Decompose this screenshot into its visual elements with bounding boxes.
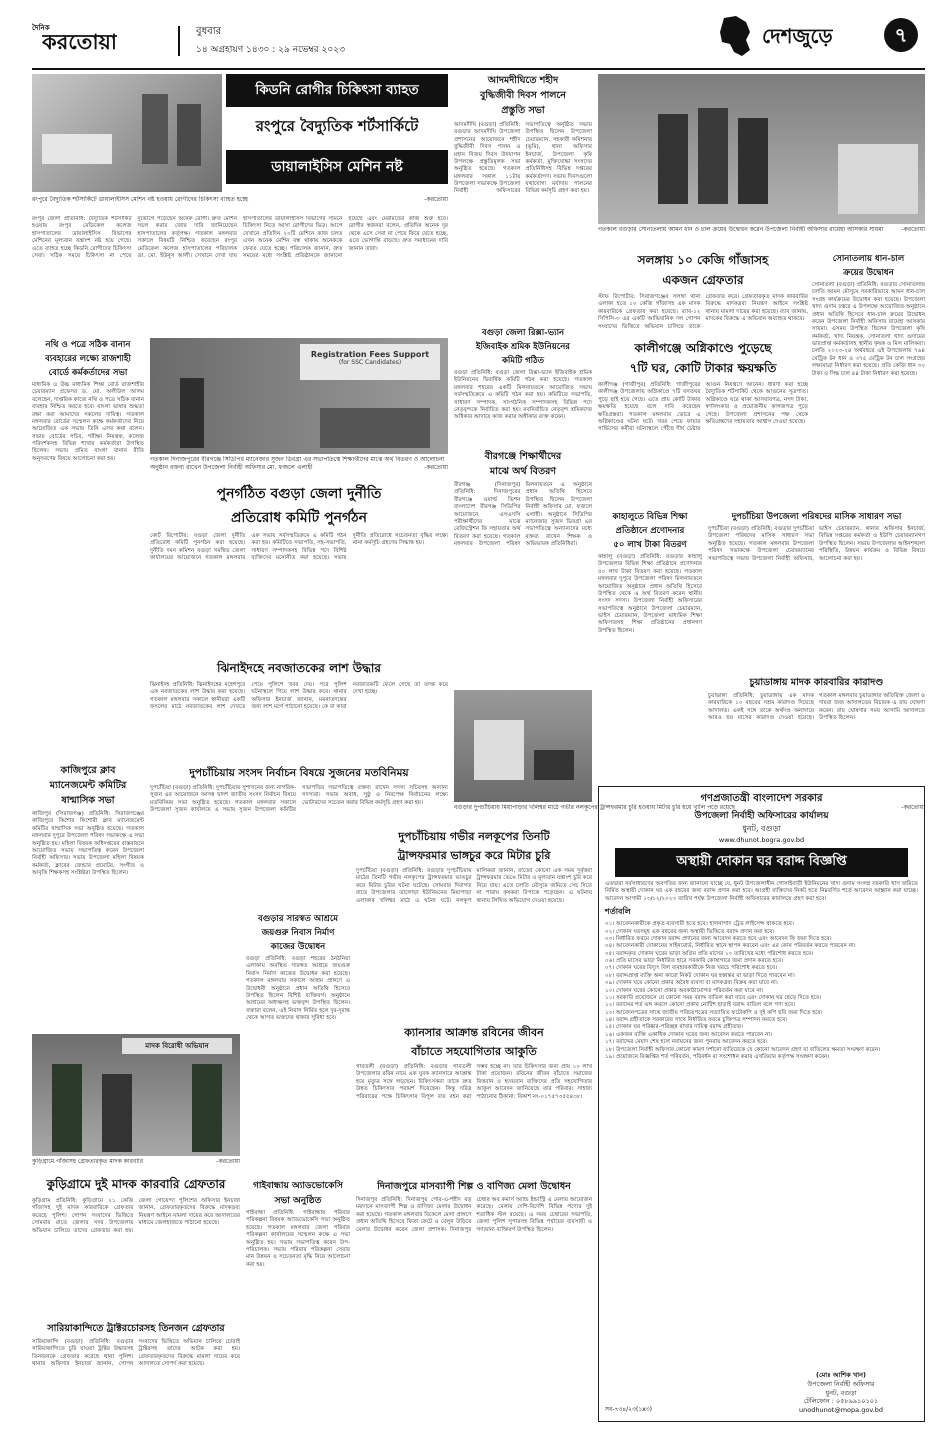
kidney-body: রংপুর জেলা প্রতিনিধি: বৈদ্যুতিক শর্টসার্কিট হওয়ায় রংপুর মেডিকেল কলেজ হাসপাতালের ডায়ালাইসিস বিভাগের মেশিনের মূল্যবান যন্ত্রাংশ নষ্ট হয়ে গেছে। এতে ব্যাহত হচ্ছে কিডনি রোগীদের চিকিৎসা সেবা। সঠিক সময়ে চিকিৎসা না পেয়ে দুর্ভোগে পড়েছেন অনেক রোগী। দ্রুত মেশিন সচল করার জোর দাবি জানিয়েছেন হাসপাতালের কর্তৃপক্ষ। গতকাল মঙ্গলবার সকালে বিষয়টি নিশ্চিত করেছেন রংপুর মেডিকেল কলেজ হাসপাতালের পরিচালক ডা. মো. ইউনুস আলী। সেখানে দেখা যায় হাসপাতালের ডায়ালাইসিস বিভাগের সামনে চিকিৎসা নিতে আসা রোগীদের ভিড়। আগে যেখানে প্রতিদিন ২০টি মেশিনে কাজ চলত এখন অনেক মেশিন বন্ধ থাকায় অনেককে ফেরত যেতে হচ্ছে। পরিচালক জানান, দ্রুত সময়ের মধ্যে সংশ্লিষ্ট প্রতিষ্ঠানকে জানানো হয়েছে এবং মেরামতের কাজ শুরু হবে। রোগীর স্বজনরা বলেন, প্রতিদিন অনেক দূর থেকে এসে সেবা না পেয়ে ফিরে যেতে হচ্ছে, এতে ভোগান্তি বাড়ছে। দ্রুত সমাধানের দাবি জানান তারা। bbox=[32, 216, 448, 259]
notice-signer-place: ধুনট, বগুড়া bbox=[825, 1388, 857, 1397]
kaliganj-headline-1: কালীগঞ্জে অগ্নিকাণ্ডে পুড়েছে bbox=[634, 341, 772, 355]
rickshaw-headline-2: ইজিবাইক শ্রমিক ইউনিয়নের bbox=[476, 342, 570, 352]
cancer-headline-1: ক্যানসার আক্রান্ত রবিনের জীবন bbox=[404, 1026, 544, 1039]
kazipur-headline-1: কাজিপুরে ক্লাব bbox=[60, 765, 116, 776]
chuadanga-article bbox=[708, 676, 925, 780]
gaibandha-headline-1: গাইবান্ধায় অ্যাডভোকেসি bbox=[253, 1181, 343, 1191]
kahalu-body: কাহালু (বগুড়া) প্রতিনিধি: বগুড়ার কাহালু উপজেলার বিভিন্ন শিক্ষা প্রতিষ্ঠানে প্রণোদনার ৫০ লাখ টাকা বিতরণ করা হয়েছে। গতকাল মঙ্গলবার দুপুরে উপজেলা পরিষদ মিলনায়তনে আয়োজিত অনুষ্ঠানে প্রধান অতিথি হিসেবে উপস্থিত থেকে এ অর্থ বিতরণ করেন স্থানীয় সংসদ সদস্য। উপজেলা নির্বাহী অফিসারের সভাপতিত্বে অনুষ্ঠানে উপজেলা চেয়ারম্যান, ভাইস চেয়ারম্যান, উপজেলা মাধ্যমিক শিক্ষা অফিসারসহ শিক্ষা প্রতিষ্ঠানের প্রধানগণ উপস্থিত ছিলেন। bbox=[598, 554, 702, 634]
dupchanchia-sabha-article bbox=[708, 510, 925, 670]
saraswat-headline-3: কাজের উদ্বোধন bbox=[270, 942, 326, 952]
birganj-body: বীরগঞ্জ (দিনাজপুর) প্রতিনিধি: দিনাজপুরের বীরগঞ্জে ওয়ার্ল্ড ভিশন বাংলাদেশ বীরগঞ্জ সিডিপির আয়োজনে এসএসসি পরীক্ষার্থীদের মাঝে রেজিস্ট্রেশন ফি সহায়তার অর্থ বিতরণ করা হয়েছে। গতকাল মঙ্গলবার উপজেলা পরিষদ মিলনায়তনে এ অনুষ্ঠানে প্রধান অতিথি হিসেবে উপস্থিত ছিলেন উপজেলা নির্বাহী অফিসার মো. ফজলে এলাহী। অনুষ্ঠানে সিডিপির ম্যানেজার সুজন ডিবগ্রা এর সভাপতিত্বে অন্যান্যদের মধ্যে বক্তব্য রাখেন শিক্ষক ও অভিভাবক প্রতিনিধিরা। bbox=[454, 482, 592, 547]
notice-condition: ১০। দোকান ঘরের কোনো প্রকার অবকাঠামোগত পরিবর্তন করা যাবে না। bbox=[605, 987, 764, 994]
notice-condition: ০৭। দোকান ঘরের বিদ্যুৎ বিল ব্যবহারকারীকে নিজ খরচে পরিশোধ করতে হবে। bbox=[605, 965, 778, 972]
rajshahi-headline-2: ব্যবহারের লক্ষ্যে রাজশাহী bbox=[45, 354, 131, 364]
masthead-logo-text: করতোয়া bbox=[42, 29, 117, 54]
transformer-headline-1: দুপচাঁচিয়ায় গভীর নলকূপের তিনটি bbox=[398, 830, 550, 843]
masthead-divider bbox=[178, 26, 180, 56]
notice-box bbox=[598, 786, 925, 1422]
notice-condition: ০১। আবেদনকারীকে প্রকৃত ব্যবসায়ী হতে হবে। হালনাগাদ ট্রেড লাইসেন্স থাকতে হবে। bbox=[605, 921, 794, 928]
paddy-photo-caption bbox=[598, 226, 925, 248]
kurigram-caption-text: কুড়িগ্রামে গাঁজাসহ গ্রেফতারকৃত মাদক কারবারি bbox=[32, 1158, 144, 1165]
notice-office: উপজেলা নির্বাহী অফিসারের কার্যালয় bbox=[694, 811, 829, 821]
cancer-body: গাবতলী (বগুড়া) প্রতিনিধি: বগুড়ার গাবতলী উপজেলার রবিন নামে এক যুবক ক্যানসারে আক্রান্ত হয়ে মৃত্যুর সঙ্গে লড়ছেন। চিকিৎসকরা তাকে দ্রুত উন্নত চিকিৎসার পরামর্শ দিয়েছেন। কিন্তু দরিদ্র পরিবারের পক্ষে চিকিৎসার বিপুল ব্যয় বহন করা সম্ভব হচ্ছে না। তার চিকিৎসার জন্য প্রায় ১০ লাখ টাকা প্রয়োজন। রবিনের জীবন বাঁচাতে সমাজের বিত্তবান ও হৃদয়বান ব্যক্তিদের প্রতি সহযোগিতার আকুল আবেদন জানিয়েছে তার পরিবার। সাহায্য পাঠানোর ঠিকানা: বিকাশ নং-০১৭৫৭৩৫৫৪৩৮। bbox=[356, 1064, 592, 1100]
rickshaw-article bbox=[454, 326, 592, 446]
registration-photo bbox=[150, 338, 448, 454]
ganja-headline-1: সলঙ্গায় ১০ কেজি গাঁজাসহ bbox=[637, 253, 769, 267]
shahid-headline-1: আদমদীঘিতে শহীদ bbox=[487, 75, 559, 86]
sujon-body: দুপচাঁচিয়া (বগুড়া) প্রতিনিধি: দুপচাঁচিয়ায় সুশাসনের জন্য নাগরিক-সুজন এর আয়োজনে আসন্ন দ্বাদশ জাতীয় সংসদ নির্বাচন বিষয়ে মতবিনিময় সভা অনুষ্ঠিত হয়েছে। গতকাল মঙ্গলবার সকালে উপজেলা সুজন কার্যালয়ে এ সভায় সুজন উপজেলা কমিটির সভাপতির সভাপতিত্বে বক্তব্য রাখেন সদস্য সচিবসহ অন্যান্য সদস্যরা। সভায় অবাধ, সুষ্ঠু ও নিরপেক্ষ নির্বাচনের লক্ষ্যে ভোটারদের সচেতন করার বিভিন্ন কর্মসূচি গ্রহণ করা হয়। bbox=[150, 785, 448, 814]
kurigram-body: কুড়িগ্রাম প্রতিনিধি: কুড়িগ্রামে ২১ কেজি গাঁজাসহ দুই মাদক কারবারিকে গ্রেফতার করেছে পুলিশ। গোপন সংবাদের ভিত্তিতে সোমবার রাতে জেলার সদর উপজেলায় অভিযান চালিয়ে তাদের গ্রেফতার করা হয়। জেলা গোয়েন্দা পুলিশের অফিসার ইনচার্জ জানান, গ্রেফতারকৃতদের বিরুদ্ধে মাদকদ্রব্য নিয়ন্ত্রণ আইনে মামলা দায়ের করে আদালতের মাধ্যমে জেলহাজতে পাঠানো হয়েছে। bbox=[32, 1198, 240, 1234]
kidney-headline-2: রংপুরে বৈদ্যুতিক শর্টসার্কিটে bbox=[255, 117, 419, 135]
notice-condition: ০৪। আবেদনকারী দোকানের সাইনবোর্ড, নির্ধারিত স্থানে স্থাপন করবেন এবং এর কোন পরিবর্তন করতে পারবেন না। bbox=[605, 943, 856, 950]
notice-condition: ১৯। প্রয়োজনে বিজ্ঞপ্তির শর্ত পরিবর্তন, পরিবর্ধন বা সংশোধন করার এখতিয়ার কর্তৃপক্ষ সংরক্ষণ করেন। bbox=[605, 1053, 830, 1060]
ganja-headline-2: একজন গ্রেফতার bbox=[662, 273, 744, 287]
notice-signer-title: উপজেলা নির্বাহী অফিসার bbox=[807, 1379, 875, 1388]
page-number: ৭ bbox=[884, 18, 918, 52]
dinajpur-body: দিনাজপুর প্রতিনিধি: দিনাজপুর গোর-এ-শহীদ বড় ময়দানে মাসব্যাপী শিল্প ও বাণিজ্য মেলার উদ্বোধন করা হয়েছে। গতকাল মঙ্গলবার বিকেলে মেলা প্রাঙ্গণে প্রধান অতিথি হিসেবে ফিতা কেটে ও বেলুন উড়িয়ে মেলার উদ্বোধন করেন জেলা প্রশাসক। দিনাজপুর চেম্বার অব কমার্স অ্যান্ড ইন্ডাস্ট্রি এ মেলার আয়োজন করেছে। মেলায় দেশি-বিদেশি বিভিন্ন পণ্যের দুই শতাধিক স্টল রয়েছে। এ সময় চেম্বারের সভাপতি, জেলা পুলিশ সুপারসহ বিভিন্ন পর্যায়ের ব্যবসায়ী ও গণ্যমান্য ব্যক্তিবর্গ উপস্থিত ছিলেন। bbox=[356, 1197, 592, 1233]
dhan-headline-1: সোনাতলায় ধান-চাল bbox=[832, 254, 905, 264]
kurigram-sign: মাদক বিরোধী অভিযান bbox=[122, 1038, 232, 1054]
jhenaidah-headline: ঝিনাইদহে নবজাতকের লাশ উদ্ধার bbox=[217, 661, 381, 675]
kurigram-photo-caption bbox=[32, 1158, 240, 1172]
kaliganj-body: কালীগঞ্জ (গাজীপুর) প্রতিনিধি: গাজীপুরের কালীগঞ্জ উপজেলায় অগ্নিকাণ্ডে ৭টি বসতঘর পুড়ে ছাই হয়ে গেছে। এতে প্রায় কোটি টাকার ক্ষয়ক্ষতি হয়েছে বলে দাবি করেছেন ক্ষতিগ্রস্তরা। গতকাল মঙ্গলবার ভোরে এ অগ্নিকাণ্ডের ঘটনা ঘটে। খবর পেয়ে ফায়ার সার্ভিসের কর্মীরা ঘটনাস্থলে পৌঁছে দীর্ঘ চেষ্টায় আগুন নিয়ন্ত্রণে আনেন। ধারণা করা হচ্ছে বৈদ্যুতিক শর্টসার্কিট থেকে আগুনের সূত্রপাত। অগ্নিকাণ্ডে ঘরে থাকা আসবাবপত্র, নগদ টাকা, স্বর্ণালংকার ও প্রয়োজনীয় কাগজপত্র পুড়ে গেছে। উপজেলা প্রশাসনের পক্ষ থেকে ক্ষতিগ্রস্তদের সহায়তার আশ্বাস দেওয়া হয়েছে। bbox=[598, 382, 808, 433]
notice-condition: ১৫। দোকান ঘর পরিষ্কার-পরিচ্ছন্ন রাখার দায়িত্ব বরাদ্দ গ্রহীতার। bbox=[605, 1024, 743, 1031]
saraswat-headline-2: জয়গুরু নিবাস নির্মাণ bbox=[261, 928, 335, 938]
chuadanga-body: চুয়াডাঙ্গা প্রতিনিধি: চুয়াডাঙ্গায় এক মাদক কারবারিকে ১০ বছরের সশ্রম কারাদণ্ড দিয়েছে আদালত। একই সঙ্গে তাকে অর্থদণ্ড অনাদায়ে আরও ছয় মাসের কারাদণ্ড দেওয়া হয়েছে। গতকাল মঙ্গলবার চুয়াডাঙ্গার অতিরিক্ত জেলা ও দায়রা জজ আদালতের বিচারক এ রায় ঘোষণা করেন। রায় ঘোষণার সময় আসামি আদালতে উপস্থিত ছিলেন। bbox=[708, 693, 925, 722]
masthead-date: ১৪ অগ্রহায়ণ ১৪৩০ : ২৯ নভেম্বর ২০২৩ bbox=[196, 45, 345, 55]
kahalu-headline-3: ৫০ লাখ টাকা বিতরণ bbox=[613, 540, 687, 550]
notice-signer-phone: টেলিফোন : ০৫৮৯৯১০১০১ bbox=[803, 1397, 879, 1406]
registration-banner-sub: (for SSC Candidates) bbox=[338, 359, 402, 366]
kahalu-headline-2: প্রতিষ্ঠানে প্রণোদনার bbox=[615, 526, 685, 536]
kidney-headline bbox=[226, 74, 448, 196]
paddy-caption-credit: -করতোয়া bbox=[901, 226, 925, 233]
gaibandha-headline-2: সভা অনুষ্ঠিত bbox=[274, 1196, 322, 1206]
saraswat-body: বগুড়া প্রতিনিধি: বগুড়া শহরের ঠনঠনিয়া এলাকায় অবস্থিত সারস্বত আশ্রমে জয়গুরু নিবাস নির্মাণ কাজের উদ্বোধন করা হয়েছে। গতকাল মঙ্গলবার সকালে আশ্রম প্রাঙ্গণে এ উদ্বোধনী অনুষ্ঠানে প্রধান অতিথি হিসেবে উপস্থিত ছিলেন বিশিষ্ট ব্যক্তিবর্গ। অনুষ্ঠানে আশ্রমের অধ্যক্ষসহ ভক্তবৃন্দ উপস্থিত ছিলেন। বক্তারা বলেন, এই নিবাস নির্মিত হলে দূর-দূরান্ত থেকে আগত ভক্তদের থাকার সুবিধা হবে। bbox=[246, 956, 350, 1021]
saraswat-headline-1: বগুড়ার সারস্বত আশ্রমে bbox=[258, 914, 338, 924]
ganja-article bbox=[598, 252, 808, 336]
rajshahi-body: মাধ্যমিক ও উচ্চ মাধ্যমিক শিক্ষা বোর্ড রাজশাহীর চেয়ারম্যান প্রফেসর ড. মো. অলীউল আলম বলেছেন, দাপ্তরিক কাজে নথি ও পত্রে সঠিক বানান ব্যবহার নিশ্চিত করতে হবে। বাংলা ভাষার শুদ্ধতা রক্ষা করা আমাদের সকলের দায়িত্ব। গতকাল মঙ্গলবার বোর্ডের সম্মেলন কক্ষে কর্মকর্তাদের নিয়ে আয়োজিত এক সভায় তিনি এসব কথা বলেন। সভায় বোর্ডের সচিব, পরীক্ষা নিয়ন্ত্রক, কলেজ পরিদর্শকসহ বিভিন্ন শাখার কর্মকর্তারা উপস্থিত ছিলেন। সভায় প্রমিত বাংলা বানান রীতি অনুসরণের বিষয়ে আলোচনা করা হয়। bbox=[32, 382, 144, 462]
notice-condition: ০৬। প্রতি মাসের ভাড়া নির্ধারিত হারে সরকারি কোষাগারে জমা প্রদান করতে হবে। bbox=[605, 958, 784, 964]
notice-condition: ০৩। নির্ধারিত ফরমে দোকান বরাদ্দ প্রদানের জন্য আবেদন করতে হবে এবং আবেদন ফি জমা দিতে হবে। bbox=[605, 935, 832, 942]
shahid-headline-2: বুদ্ধিজীবী দিবস পালনে bbox=[480, 90, 566, 101]
kazipur-article bbox=[32, 764, 144, 1028]
notice-condition: ১৭। বরাদ্দের মেয়াদ শেষ হলে নবায়নের জন্য পুনরায় আবেদন করতে হবে। bbox=[605, 1039, 768, 1046]
rajshahi-article bbox=[32, 338, 144, 758]
shahid-headline-3: প্রস্তুতি সভা bbox=[501, 105, 545, 116]
rickshaw-headline-3: কমিটি গঠিত bbox=[501, 356, 545, 366]
sariakandi-body: সারিয়াকান্দি (বগুড়া) প্রতিনিধি: বগুড়ার সারিয়াকান্দিতে চুরি যাওয়া ট্রাক্টর উদ্ধারসহ তিনজনকে গ্রেফতার করেছে থানা পুলিশ। থানার অফিসার ইনচার্জ জানান, গোপন সংবাদের ভিত্তিতে অভিযান চালিয়ে চোরাই ট্রাক্টরসহ তাদের আটক করা হয়। গ্রেফতারকৃতদের বিরুদ্ধে মামলা দায়ের করে আদালতে সোপর্দ করা হয়েছে। bbox=[32, 1339, 240, 1368]
notice-web: www.dhunot.bogra.gov.bd bbox=[718, 836, 805, 844]
registration-caption-credit: -করতোয়া bbox=[424, 463, 448, 471]
masthead-rule bbox=[32, 68, 925, 70]
shahid-body: আদমদীঘি (বগুড়া) প্রতিনিধি: বগুড়ার আদমদীঘি উপজেলা প্রশাসনের আয়োজনে শহীদ বুদ্ধিজীবী দিবস পালন ও মহান বিজয় দিবস উদযাপন উপলক্ষে প্রস্তুতিমূলক সভা অনুষ্ঠিত হয়েছে। গতকাল মঙ্গলবার সকাল ১১টায় উপজেলা সভাকক্ষে উপজেলা নির্বাহী অফিসারের সভাপতিত্বে অনুষ্ঠিত সভায় উপস্থিত ছিলেন উপজেলা চেয়ারম্যান, সহকারী কমিশনার (ভূমি), থানা অফিসার ইনচার্জ, উপজেলা কৃষি কর্মকর্তা, মুক্তিযোদ্ধা সংসদের প্রতিনিধিসহ বিভিন্ন দপ্তরের কর্মকর্তাগণ। সভায় দিবসগুলো যথাযোগ্য মর্যাদায় পালনের বিভিন্ন কর্মসূচি গ্রহণ করা হয়। bbox=[454, 122, 592, 195]
masthead-logo bbox=[32, 22, 164, 56]
birganj-headline-1: বীরগঞ্জে শিক্ষার্থীদের bbox=[484, 451, 562, 462]
notice-condition: ১৩। আবেদনপত্রের সাথে জাতীয় পরিচয়পত্রের সত্যায়িত ফটোকপি ও দুই কপি ছবি জমা দিতে হবে। bbox=[605, 1009, 823, 1016]
rajshahi-headline-3: বোর্ডে কর্মকর্তাদের সভা bbox=[48, 368, 128, 378]
birganj-headline-2: মাঝে অর্থ বিতরণ bbox=[489, 466, 557, 477]
notice-signature bbox=[766, 1371, 916, 1415]
notice-conditions-title: শর্তাবলি bbox=[605, 906, 631, 917]
sariakandi-article bbox=[32, 1322, 240, 1422]
gaibandha-article bbox=[246, 1178, 350, 1422]
durniti-article bbox=[150, 482, 448, 652]
notice-conditions bbox=[605, 921, 918, 1061]
section-badge bbox=[716, 14, 926, 56]
saraswat-article bbox=[246, 912, 350, 1172]
paddy-caption-text: গতকাল বগুড়ার সোনাতলায় আমন ধান ও চাল ক্রয়ের উদ্বোধন করেন উপজেলা নির্বাহী অফিসার রায়েহা আসকার সায়মা bbox=[598, 226, 884, 233]
rickshaw-body: বগুড়া প্রতিনিধি: বগুড়া জেলা রিক্সা-ভ্যান ইজিবাইক শ্রমিক ইউনিয়নের দ্বিবার্ষিক কমিটি গঠন করা হয়েছে। গতকাল মঙ্গলবার শহরের একটি মিলনায়তনে আয়োজিত সভায় সর্বসম্মতিক্রমে এ কমিটি গঠন করা হয়। কমিটিতে সভাপতি, সাধারণ সম্পাদক, সাংগঠনিক সম্পাদকসহ বিভিন্ন পদে নেতৃবৃন্দকে নির্বাচিত করা হয়। নবনির্বাচিত নেতৃবৃন্দ শ্রমিকদের অধিকার আদায়ে কাজ করার অঙ্গীকার ব্যক্ত করেন। bbox=[454, 370, 592, 421]
transformer-body: দুপচাঁচিয়া (বগুড়া) প্রতিনিধি: বগুড়ার দুপচাঁচিয়ায় মাঠের তিনটি গভীর নলকূপের ট্রান্সফরমার ভাঙচুর করে মিটার চুরির ঘটনা ঘটেছে। সোমবার দিবাগত রাতে উপজেলার তালোড়া ইউনিয়নের মিয়াপাড়া এলাকার খলিশ্বর মাঠে এ ঘটনা ঘটে। নলকূপ মালিকরা জানান, রাতের কোনো এক সময় দুর্বৃত্তরা ট্রান্সফরমার ভেঙে মিটার ও মূল্যবান যন্ত্রাংশ চুরি করে নিয়ে যায়। এতে চলতি মৌসুমে জমিতে সেচ দিতে না পারায় কৃষকরা বিপাকে পড়েছেন। এ ঘটনায় থানায় লিখিত অভিযোগ দেওয়া হয়েছে। bbox=[356, 868, 592, 904]
transformer-caption-text: বগুড়ার দুপচাঁচিয়ায় মিয়াপাড়ার খলিশ্বর মাঠে গভীর নলকূপের ট্রান্সফরমার চুরি হওয়ায় মিটার চুরি হয়ে খালি পড়ে রয়েছে bbox=[454, 804, 736, 811]
notice-signer-email: unodhunot@mopa.gov.bd bbox=[799, 1406, 883, 1415]
kazipur-headline-2: ম্যানেজমেন্ট কমিটির bbox=[49, 780, 127, 791]
sujon-headline: দুপচাঁচিয়ায় সংসদ নির্বাচন বিষয়ে সুজনের মতবিনিময় bbox=[189, 767, 409, 779]
dinajpur-headline: দিনাজপুরে মাসব্যাপী শিল্প ও বাণিজ্য মেলা উদ্বোধন bbox=[377, 1181, 571, 1192]
kurigram-caption-credit: -করতোয়া bbox=[216, 1158, 240, 1165]
notice-condition: ০৯। দোকান ঘরে কোনো প্রকার অবৈধ ব্যবসা বা মাদকদ্রব্য বিক্রয় করা যাবে না। bbox=[605, 980, 778, 987]
masthead bbox=[0, 0, 945, 68]
sariakandi-headline: সারিয়াকান্দিতে ট্রাক্টরচোরসহ তিনজন গ্রেফতার bbox=[47, 1323, 225, 1334]
birganj-article bbox=[454, 450, 592, 646]
transformer-photo bbox=[454, 690, 592, 802]
durniti-headline-2: প্রতিরোধ কমিটি পুনর্গঠন bbox=[230, 510, 368, 526]
kidney-headline-1: কিডনি রোগীর চিকিৎসা ব্যাহত bbox=[226, 74, 448, 107]
notice-title: অস্থায়ী দোকান ঘর বরাদ্দ বিজ্ঞপ্তি bbox=[615, 848, 908, 877]
registration-banner bbox=[300, 344, 440, 380]
kurigram-headline: কুড়িগ্রামে দুই মাদক কারবারি গ্রেফতার bbox=[46, 1177, 226, 1191]
rickshaw-headline-1: বগুড়া জেলা রিক্সা-ভ্যান bbox=[481, 328, 565, 338]
notice-condition: ১৮। উপজেলা নির্বাহী অফিসার কোনো কারণ দর্শানো ব্যতিরেকে যে কোনো আবেদন গ্রহণ বা বাতিলের ক্ষমতা সংরক্ষণ করেন। bbox=[605, 1046, 881, 1053]
registration-banner-title: Registration Fees Support bbox=[310, 350, 430, 359]
dialysis-photo-caption bbox=[32, 196, 448, 214]
notice-intro: এতদ্বারা সর্বসাধারণের অবগতির জন্য জানানো যাচ্ছে যে, ধুনট উপজেলাধীন গোসাইবাড়ী ইউনিয়নের খাদ্য গুদাম সংলগ্ন সরকারি খাস জমিতে নির্মিত অস্থায়ী দোকান ঘর এক বছরের জন্য বরাদ্দ প্রদান করা হবে। আগ্রহী ব্যক্তিদের নিকট হতে নিম্নবর্ণিত শর্তে আবেদন আহ্বান করা যাচ্ছে। আবেদন আগামী ১৩/১২/২০২৩ তারিখ পর্যন্ত উপজেলা নির্বাহী অফিসারের কার্যালয়ে গ্রহণ করা হবে। bbox=[605, 881, 918, 902]
kaliganj-headline-2: ৭টি ঘর, কোটি টাকার ক্ষয়ক্ষতি bbox=[629, 361, 777, 375]
kurigram-article bbox=[32, 1176, 240, 1318]
registration-photo-caption bbox=[150, 456, 448, 478]
notice-place: ধুনট, বগুড়া bbox=[742, 824, 781, 833]
registration-caption-text: গতকাল দিনাজপুরের বীরগঞ্জে সিডিপির ম্যানেজার সুজন ডিবগ্রা এর সভাপতিত্বে শিক্ষার্থীদের মাঝে অর্থ বিতরণ ও আলোচনা অনুষ্ঠান বক্তব্য রাখেন উপজেলা নির্বাহী অফিসার মো. ফজলে এলাহী bbox=[150, 456, 445, 471]
kahalu-headline-1: কাহালুতে বিভিন্ন শিক্ষা bbox=[612, 512, 688, 522]
notice-condition: ১৪। বরাদ্দ গ্রহীতাকে সরকারের সাথে নির্ধারিত ফরমে চুক্তিপত্র সম্পাদন করতে হবে। bbox=[605, 1017, 788, 1023]
kazipur-headline-3: ষান্মাসিক সভা bbox=[61, 795, 115, 806]
ganja-body: স্টাফ রিপোর্টার: সিরাজগঞ্জের সলঙ্গা থানা এলাকা হতে ১০ কেজি গাঁজাসহ এক মাদক কারবারিকে গ্রেফতার করা হয়েছে। র‌্যাব-১২ সিপিসি-৩ এর একটি আভিযানিক দল গোপন সংবাদের ভিত্তিতে অভিযান চালিয়ে তাকে গ্রেফতার করে। গ্রেফতারকৃত মাদক কারবারির বিরুদ্ধে মাদকদ্রব্য নিয়ন্ত্রণ আইনে সংশ্লিষ্ট থানায় মামলা দায়ের করা হয়েছে। র‌্যাব জানায়, মাদকের বিরুদ্ধে এ অভিযান অব্যাহত থাকবে। bbox=[598, 294, 808, 330]
notice-signer-name: (মোঃ আশিক খান) bbox=[816, 1371, 866, 1380]
masthead-logo-small: দৈনিক bbox=[32, 24, 50, 32]
section-title: দেশজুড়ে bbox=[762, 24, 833, 48]
durniti-headline-1: পুনর্গঠিত বগুড়া জেলা দুর্নীতি bbox=[216, 486, 382, 502]
paddy-opening-photo bbox=[598, 74, 925, 224]
bangladesh-map-icon bbox=[716, 14, 756, 56]
durniti-body: কোর্ট রিপোর্টার: বগুড়া জেলা দুর্নীতি প্রতিরোধ কমিটি পুনর্গঠন করা হয়েছে। দুর্নীতি দমন কমিশন বগুড়া সমন্বিত জেলা কার্যালয়ের আয়োজনে গতকাল মঙ্গলবার এক সভায় সর্বসম্মতিক্রমে এ কমিটি গঠন করা হয়। কমিটিতে সভাপতি, সহ-সভাপতি, সাধারণ সম্পাদকসহ বিভিন্ন পদে বিশিষ্ট ব্যক্তিদের মনোনীত করা হয়েছে। সভায় দুর্নীতি প্রতিরোধে সচেতনতা বৃদ্ধির লক্ষ্যে নানা কর্মসূচি গ্রহণের সিদ্ধান্ত হয়। bbox=[150, 533, 448, 562]
notice-condition: ০৮। বরাদ্দপ্রাপ্ত ব্যক্তি অন্য কারো নিকট দোকান ঘর হস্তান্তর বা ভাড়া দিতে পারবেন না। bbox=[605, 972, 795, 979]
shahid-article bbox=[454, 74, 592, 322]
dinajpur-article bbox=[356, 1180, 592, 1422]
chuadanga-headline: চুয়াডাঙ্গায় মাদক কারবারির কারাদণ্ড bbox=[749, 677, 884, 688]
dhan-headline-2: ক্রয়ের উদ্বোধন bbox=[843, 268, 894, 278]
dialysis-caption-text: রংপুরে বৈদ্যুতিক শর্টসার্কিটে ডায়ালাইসিস মেশিন নষ্ট হওয়ায় রোগীদের চিকিৎসা ব্যাহত হচ্ছে bbox=[32, 196, 248, 203]
dhan-body: সোনাতলা (বগুড়া) প্রতিনিধি: বগুড়ার সোনাতলায় চলতি আমন মৌসুমে সরকারিভাবে আমন ধান-চাল সংগ্রহ কার্যক্রমের উদ্বোধন করা হয়েছে। উপজেলা খাদ্য গুদাম চত্বরে এ উপলক্ষে আয়োজিত অনুষ্ঠানে প্রধান অতিথি হিসেবে ধান-চাল ক্রয়ের উদ্বোধন করেন উপজেলা নির্বাহী অফিসার রায়েহা আসকার সায়মা। এসময় উপস্থিত ছিলেন উপজেলা কৃষি কর্মকর্তা, খাদ্য নিয়ন্ত্রক, সোনাতলা খাদ্য গুদামের ভারপ্রাপ্ত কর্মকর্তাসহ স্থানীয় কৃষক ও মিল মালিকরা। চলতি ২০২৩-২৪ অর্থবছরে এই উপজেলায় ৭৬৪ মেট্রিক টন ধান ও ৩৭৫ মেট্রিক টন চাল সংগ্রহের লক্ষ্যমাত্রা নির্ধারণ করা হয়েছে। প্রতি কেজি ধান ৩০ টাকা ও সিদ্ধ চাল ৪৪ টাকা নির্ধারণ করা হয়েছে। bbox=[812, 282, 925, 377]
kaliganj-article bbox=[598, 340, 808, 506]
dialysis-photo bbox=[32, 74, 222, 192]
kurigram-photo bbox=[32, 1034, 240, 1156]
rajshahi-headline-1: নথি ও পত্রে সঠিক বানান bbox=[45, 340, 131, 350]
transformer-caption-credit: -করতোয়া bbox=[901, 804, 925, 811]
dupchanchia-sabha-body: দুপচাঁচিয়া (বগুড়া) প্রতিনিধি: বগুড়ার দুপচাঁচিয়া উপজেলা পরিষদের মাসিক সাধারণ সভা অনুষ্ঠিত হয়েছে। গতকাল মঙ্গলবার উপজেলা পরিষদ সভাকক্ষে উপজেলা চেয়ারম্যানের সভাপতিত্বে সভায় উপজেলা নির্বাহী অফিসার, ভাইস চেয়ারম্যান, থানার অফিসার ইনচার্জ, বিভিন্ন দপ্তরের কর্মকর্তা ও ইউপি চেয়ারম্যানগণ উপস্থিত ছিলেন। সভায় উপজেলার আইনশৃঙ্খলা পরিস্থিতি, উন্নয়ন কার্যক্রম ও বিভিন্ন বিষয়ে আলোচনা করা হয়। bbox=[708, 526, 925, 562]
notice-condition: ০২। দোকান ঘরসমূহ এক বছরের জন্য অস্থায়ী ভিত্তিতে বরাদ্দ প্রদান করা হবে। bbox=[605, 928, 775, 935]
dupchanchia-sabha-headline: দুপচাঁচিয়া উপজেলা পরিষদের মাসিক সাধারণ সভা bbox=[731, 512, 902, 522]
masthead-weekday: বুধবার bbox=[196, 26, 222, 37]
cancer-headline-2: বাঁচাতে সহযোগিতার আকুতি bbox=[411, 1045, 537, 1058]
transformer-article bbox=[356, 828, 592, 1018]
notice-condition: ১২। বরাদ্দের শর্ত ভঙ্গ করলে কোনো প্রকার নোটিশ ছাড়াই বরাদ্দ বাতিল বলে গণ্য হবে। bbox=[605, 1002, 796, 1009]
dialysis-caption-credit: -করতোয়া bbox=[424, 196, 448, 203]
kidney-headline-3: ডায়ালাইসিস মেশিন নষ্ট bbox=[226, 150, 448, 184]
kahalu-article bbox=[598, 510, 702, 780]
cancer-article bbox=[356, 1024, 592, 1174]
transformer-headline-2: ট্রান্সফরমার ভাঙ্গচুর করে মিটার চুরি bbox=[397, 849, 551, 862]
notice-condition: ১৬। একজন ব্যক্তি একাধিক দোকান ঘরের জন্য আবেদন করতে পারবেন না। bbox=[605, 1031, 773, 1038]
notice-gov: গণপ্রজাতন্ত্রী বাংলাদেশ সরকার bbox=[700, 793, 823, 804]
notice-ref: সব-৭৩৪/২৩(১x৩) bbox=[605, 1406, 653, 1413]
gaibandha-body: গাইবান্ধা প্রতিনিধি: গাইবান্ধায় পরিবার পরিকল্পনা বিষয়ক অ্যাডভোকেসি সভা অনুষ্ঠিত হয়েছে। গতকাল মঙ্গলবার জেলা পরিবার পরিকল্পনা কার্যালয়ের সম্মেলন কক্ষে এ সভা অনুষ্ঠিত হয়। সভায় সভাপতিত্ব করেন উপ-পরিচালক। সভায় পরিবার পরিকল্পনা সেবার মান উন্নয়ন ও সচেতনতা বৃদ্ধি নিয়ে আলোচনা করা হয়। bbox=[246, 1210, 350, 1268]
jhenaidah-article bbox=[150, 660, 448, 760]
jhenaidah-body: ঝিনাইদহ প্রতিনিধি: ঝিনাইদহের মহেশপুরে এক নবজাতকের লাশ উদ্ধার করা হয়েছে। গতকাল মঙ্গলবার সকালে স্থানীয়রা একটি ফসলের মাঠে নবজাতকের লাশ দেখতে পেয়ে পুলিশে খবর দেয়। পরে পুলিশ ঘটনাস্থলে গিয়ে লাশ উদ্ধার করে। থানার অফিসার ইনচার্জ জানান, ময়নাতদন্তের জন্য লাশ মর্গে পাঠানো হয়েছে। কে বা কারা নবজাতকটি ফেলে গেছে তা তদন্ত করে দেখা হচ্ছে। bbox=[150, 682, 448, 711]
kazipur-body: কাজিপুর (সিরাজগঞ্জ) প্রতিনিধি: সিরাজগঞ্জের কাজিপুরে কিশোর কিশোরী ক্লাব ম্যানেজমেন্ট কমিটির ষান্মাসিক সভা অনুষ্ঠিত হয়েছে। গতকাল মঙ্গলবার দুপুরে উপজেলা পরিষদ সভাকক্ষে এ সভা অনুষ্ঠিত হয়। মহিলা বিষয়ক অধিদপ্তরের বাস্তবায়নে আয়োজিত সভায় সভাপতিত্ব করেন উপজেলা নির্বাহী অফিসার। সভায় উপজেলা মহিলা বিষয়ক কর্মকর্তা, ক্লাবের জেন্ডার প্রমোটর, সংগীত ও আবৃত্তি শিক্ষকসহ সংশ্লিষ্টরা উপস্থিত ছিলেন। bbox=[32, 811, 144, 876]
notice-condition: ১১। সরকারি প্রয়োজনে যে কোনো সময় বরাদ্দ বাতিল করা যাবে এবং দোকান ঘর ছেড়ে দিতে হবে। bbox=[605, 994, 822, 1001]
notice-condition: ০৫। বরাদ্দকৃত দোকান ঘরের ভাড়া অগ্রিম প্রতি মাসের ১০ তারিখের মধ্যে পরিশোধ করতে হবে। bbox=[605, 950, 814, 957]
